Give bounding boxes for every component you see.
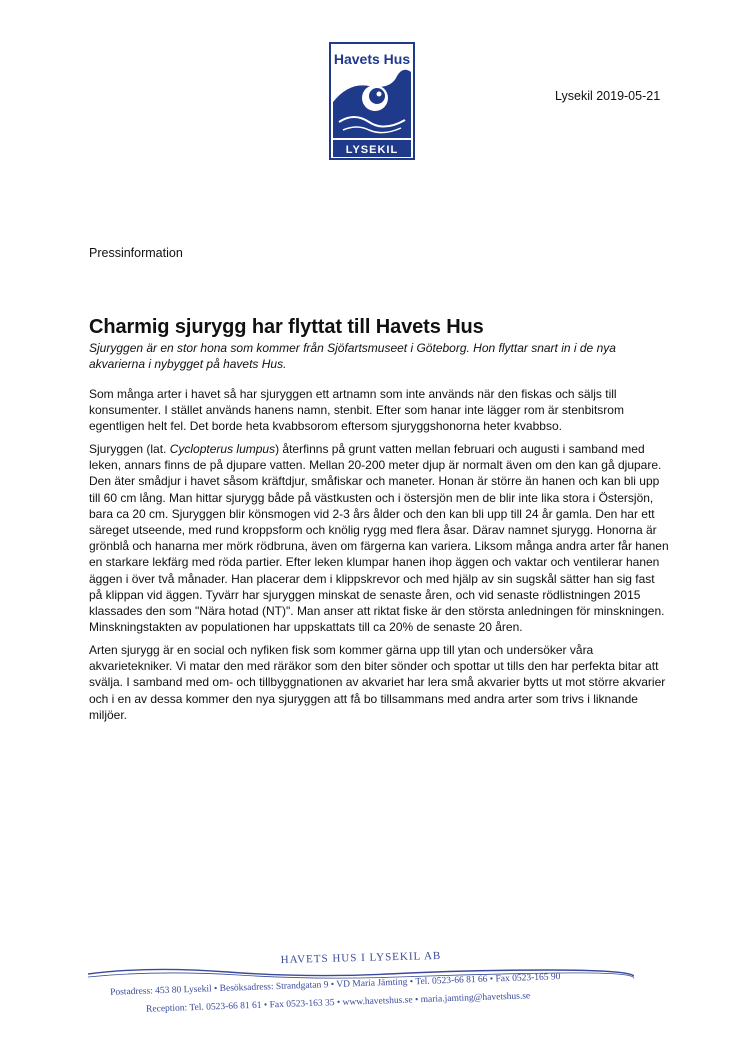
document-date: Lysekil 2019-05-21 [555, 89, 661, 103]
paragraph-2-start: Sjuryggen (lat. [89, 442, 170, 456]
paragraph-1: Som många arter i havet så har sjuryggen ett artnamn som inte används när den fiskas och säljs till konsumenter. I stället används hanens namn, stenbit. Efter som hanar inte lägger rom är stenbitsrom egentligen helt fel. Det borde heta kvabbsorom eftersom sjuryggshonorna heter kvabbso. [89, 387, 624, 434]
logo-text-top: Havets Hus [333, 51, 411, 67]
paragraph-2-rest: ) återfinns på grunt vatten mellan februari och augusti i samband med leken, annars finns de på djupare vatten. Mellan 20-200 meter djup är normalt även om den kan gå djupare. Den äter smådjur i havet såsom kräftdjur, småfiskar och maneter. Honan är större än hanen och kan bli upp till 60 cm lång. Man hittar sjurygg både på västkusten och i östersjön men de blir inte lika stora i Östersjön, bara ca 20 cm. Sjuryggen blir könsmogen vid 2-3 års ålder och den kan bli upp till 24 år gamla. Den har ett säreget utseende, med rund kroppsform och knölig rygg med flera åsar. Därav namnet sjurygg. Honorna är grönblå och hanarna mer mörk rödbruna, även om färgerna kan variera. Liksom många andra arter får hanen en starkare lekfärg med röda partier. Efter leken klumpar hanen ihop äggen och vaktar och ventilerar hanen äggen i över två månader. Han placerar dem i klippskrevor och med hjälp av sin sugskål sätter han sig fast på klippan vid äggen. Tyvärr har sjuryggen minskat de senaste åren, och vid senaste rödlistningen 2015 klassades den som "Nära hotad (NT)". Man anser att riktat fiske är den största anledningen för minskningen. Minskningstakten av populationen har uppskattats till ca 20% de senaste 20 åren. [89, 442, 669, 635]
havets-hus-logo-icon [329, 42, 415, 160]
article-title: Charmig sjurygg har flyttat till Havets Hus [89, 316, 484, 338]
footer-contact-line: Reception: Tel. 0523-66 81 61 • Fax 0523-163 35 • www.havetshus.se • maria.jamting@havetshus.se [145, 991, 531, 1015]
letterhead-footer [88, 948, 634, 1028]
havets-hus-logo [329, 42, 415, 160]
paragraph-3: Arten sjurygg är en social och nyfiken fisk som kommer gärna upp till ytan och undersöker våra akvarietekniker. Vi matar den med räräkor som den biter sönder och spottar ut tills den har perfekta bitar att svälja. I samband med om- och tillbyggnationen av akvariet har lera små akvarier bytts ut mot större akvarier och i en av dessa kommer den nya sjuryggen att få bo tillsammans med andra arter som trivs i liknande miljöer. [89, 643, 666, 722]
footer-postal-address: Postadress: 453 80 Lysekil • Besöksadress: Strandgatan 9 • VD Maria Jämting • Tel. 0523-66 81 66 • Fax 0523-165 90 [109, 972, 561, 998]
latin-name: Cyclopterus lumpus [169, 442, 276, 456]
logo-text-bottom: LYSEKIL [345, 144, 399, 156]
footer-company-name: HAVETS HUS I LYSEKIL AB [280, 949, 442, 967]
paragraph-2 [89, 441, 669, 635]
article-lead: Sjuryggen är en stor hona som kommer från Sjöfartsmuseet i Göteborg. Hon flyttar snart in i de nya akvarierna i nybygget på havets Hus. [89, 341, 616, 371]
document-type-label: Pressinformation [89, 246, 183, 260]
